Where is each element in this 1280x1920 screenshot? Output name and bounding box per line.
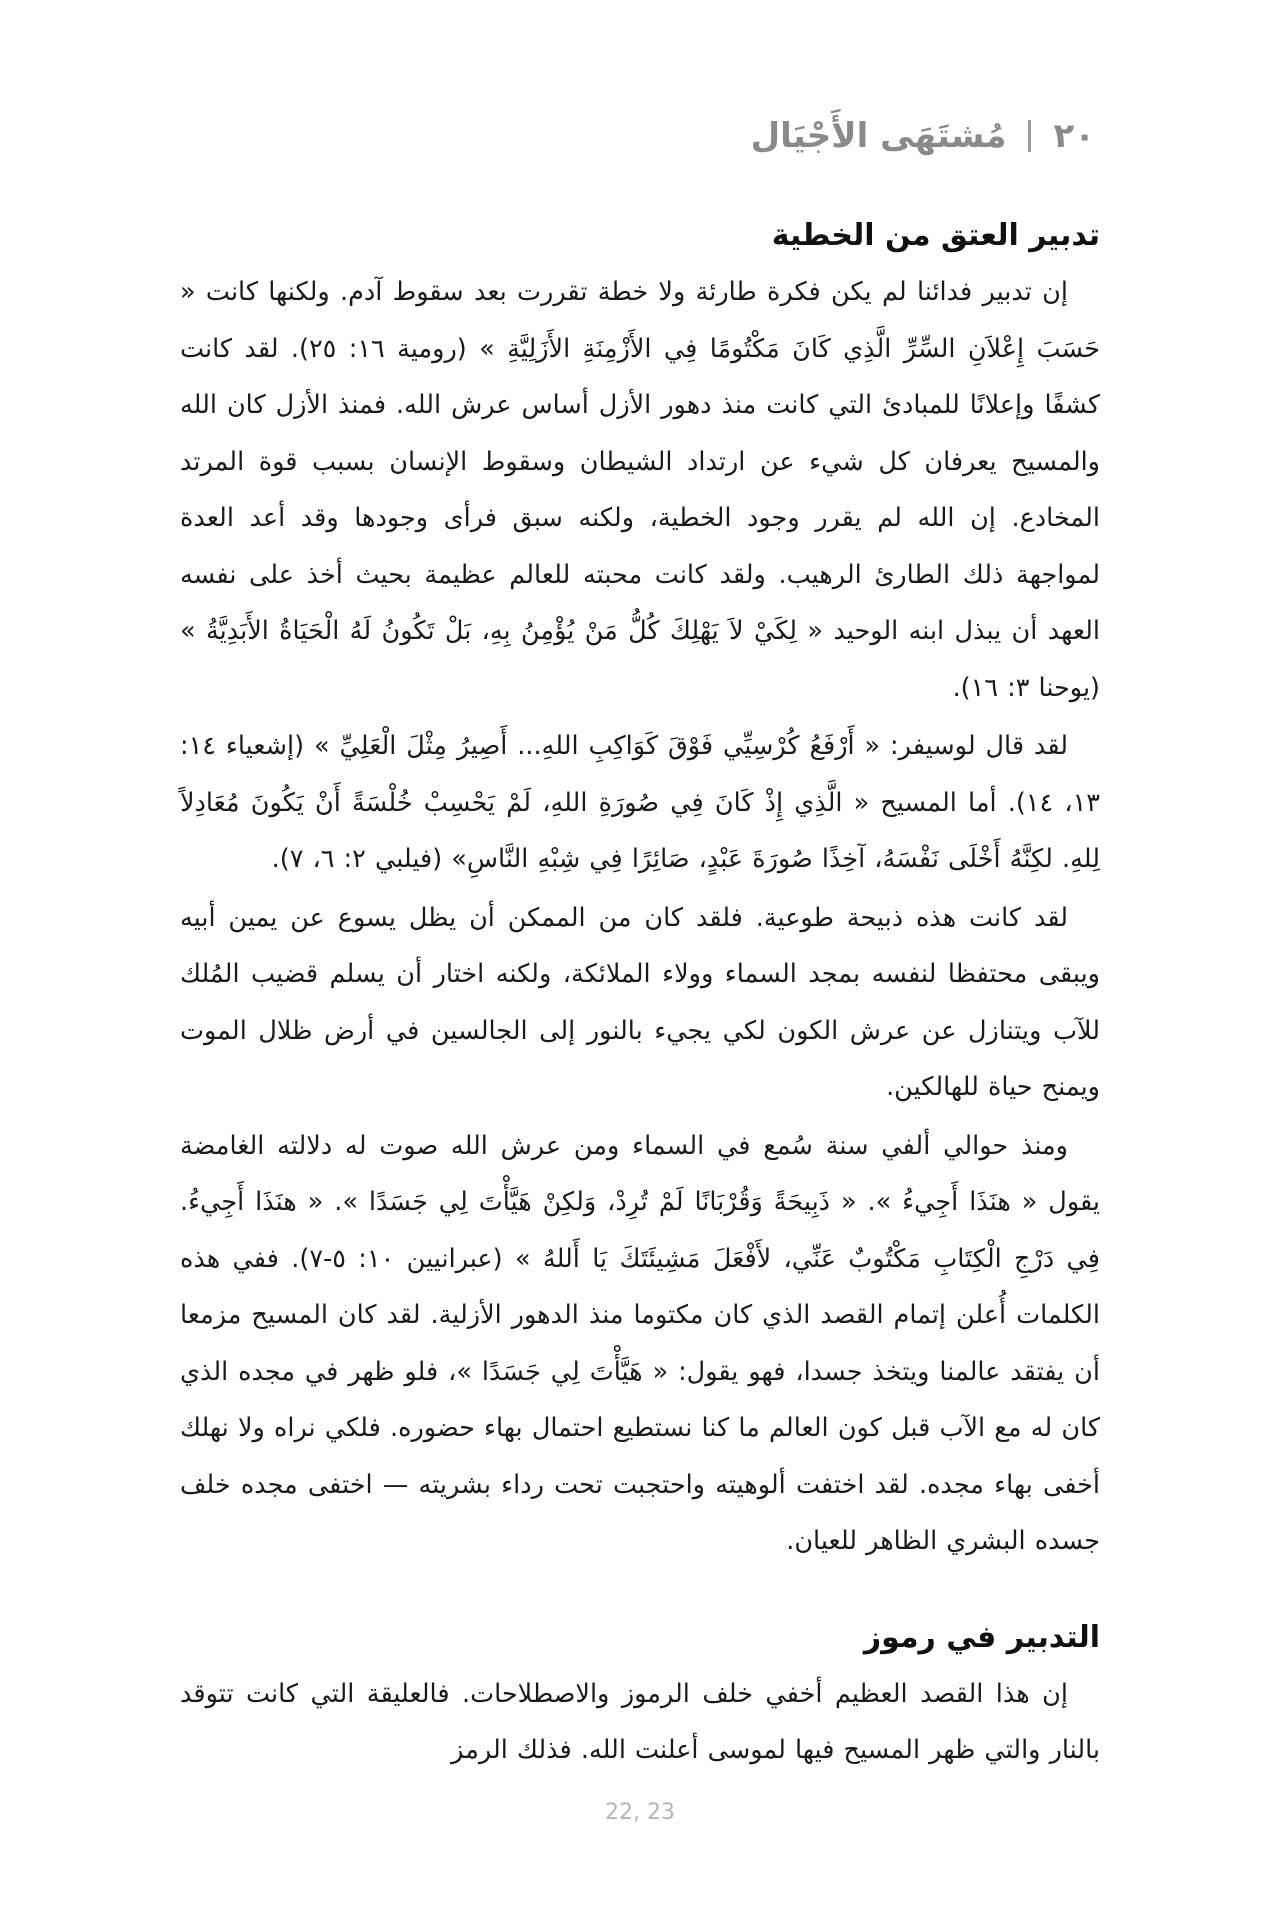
book-title: مُشتَهَى الأَجْيَال xyxy=(750,116,1007,156)
paragraph: إن هذا القصد العظيم أخفي خلف الرموز والاصطلاحات. فالعليقة التي كانت تتوقد بالنار والتي ظهر المسيح فيها لموسى أعلنت الله. فذلك الرمز xyxy=(180,1678,1100,1765)
section-heading-redemption-plan: تدبير العتق من الخطية xyxy=(771,218,1100,253)
page-number: ٢٠ xyxy=(1053,116,1095,156)
page-content xyxy=(180,208,1100,1779)
page-folio: 22, 23 xyxy=(605,1800,675,1825)
paragraph: لقد كانت هذه ذبيحة طوعية. فلقد كان من الممكن أن يظل يسوع عن يمين أبيه ويبقى محتفظا لنفسه بمجد السماء وولاء الملائكة، ولكنه اختار أن يسلم قضيب المُلك للآب ويتنازل عن عرش الكون لكي يجيء بالنور إلى الجالسين في أرض ظلال الموت ويمنح حياة للهالكين. xyxy=(180,902,1100,1102)
paragraph: إن تدبير فدائنا لم يكن فكرة طارئة ولا خطة تقررت بعد سقوط آدم. ولكنها كانت « حَسَبَ إِعْلاَنِ السِّرِّ الَّذِي كَانَ مَكْتُومًا فِي الأَزْمِنَةِ الأَزَلِيَّةِ » (رومية ١٦: ٢٥). لقد كانت كشفًا وإعلانًا للمبادئ التي كانت منذ دهور الأزل أساس عرش الله. فمنذ الأزل كان الله والمسيح يعرفان كل شيء عن ارتداد الشيطان وسقوط الإنسان بسبب قوة المرتد المخادع. إن الله لم يقرر وجود الخطية، ولكنه سبق فرأى وجودها وقد أعد العدة لمواجهة ذلك الطارئ الرهيب. ولقد كانت محبته للعالم عظيمة بحيث أخذ على نفسه العهد أن يبذل ابنه الوحيد « لِكَيْ لاَ يَهْلِكَ كُلُّ مَنْ يُؤْمِنُ بِهِ، بَلْ تَكُونُ لَهُ الْحَيَاةُ الأَبَدِيَّةُ » (يوحنا ٣: ١٦). xyxy=(180,277,1100,703)
section-heading-plan-in-symbols: التدبير في رموز xyxy=(863,1619,1100,1655)
running-head xyxy=(751,112,1095,160)
paragraph: لقد قال لوسيفر: « أَرْفَعُ كُرْسِيِّي فَوْقَ كَوَاكِبِ اللهِ... أَصِيرُ مِثْلَ الْعَلِيِّ » (إشعياء ١٤: ١٣، ١٤). أما المسيح « الَّذِي إِذْ كَانَ فِي صُورَةِ اللهِ، لَمْ يَحْسِبْ خُلْسَةً أَنْ يَكُونَ مُعَادِلاً لِلهِ. لكِنَّهُ أَخْلَى نَفْسَهُ، آخِذًا صُورَةَ عَبْدٍ، صَائِرًا فِي شِبْهِ النَّاسِ» (فيلبي ٢: ٦، ٧). xyxy=(180,731,1100,874)
paragraph: ومنذ حوالي ألفي سنة سُمع في السماء ومن عرش الله صوت له دلالته الغامضة يقول « هنَذَا أَجِيءُ ». « ذَبِيحَةً وَقُرْبَانًا لَمْ تُرِدْ، وَلكِنْ هَيَّأْتَ لِي جَسَدًا ». « هنَذَا أَجِيءُ. فِي دَرْجِ الْكِتَابِ مَكْتُوبٌ عَنِّي، لأَفْعَلَ مَشِيئَتَكَ يَا أَللهُ » (عبرانيين ١٠: ٥-٧). ففي هذه الكلمات أُعلن إتمام القصد الذي كان مكتوما منذ الدهور الأزلية. لقد كان المسيح مزمعا أن يفتقد عالمنا ويتخذ جسدا، فهو يقول: « هَيَّأْتَ لِي جَسَدًا »، فلو ظهر في مجده الذي كان له مع الآب قبل كون العالم ما كنا نستطيع احتمال بهاء حضوره. فلكي نراه ولا نهلك أخفى بهاء مجده. لقد اختفت ألوهيته واحتجبت تحت رداء بشريته — اختفى مجده خلف جسده البشري الظاهر للعيان. xyxy=(180,1130,1100,1556)
header-separator xyxy=(1028,120,1031,152)
